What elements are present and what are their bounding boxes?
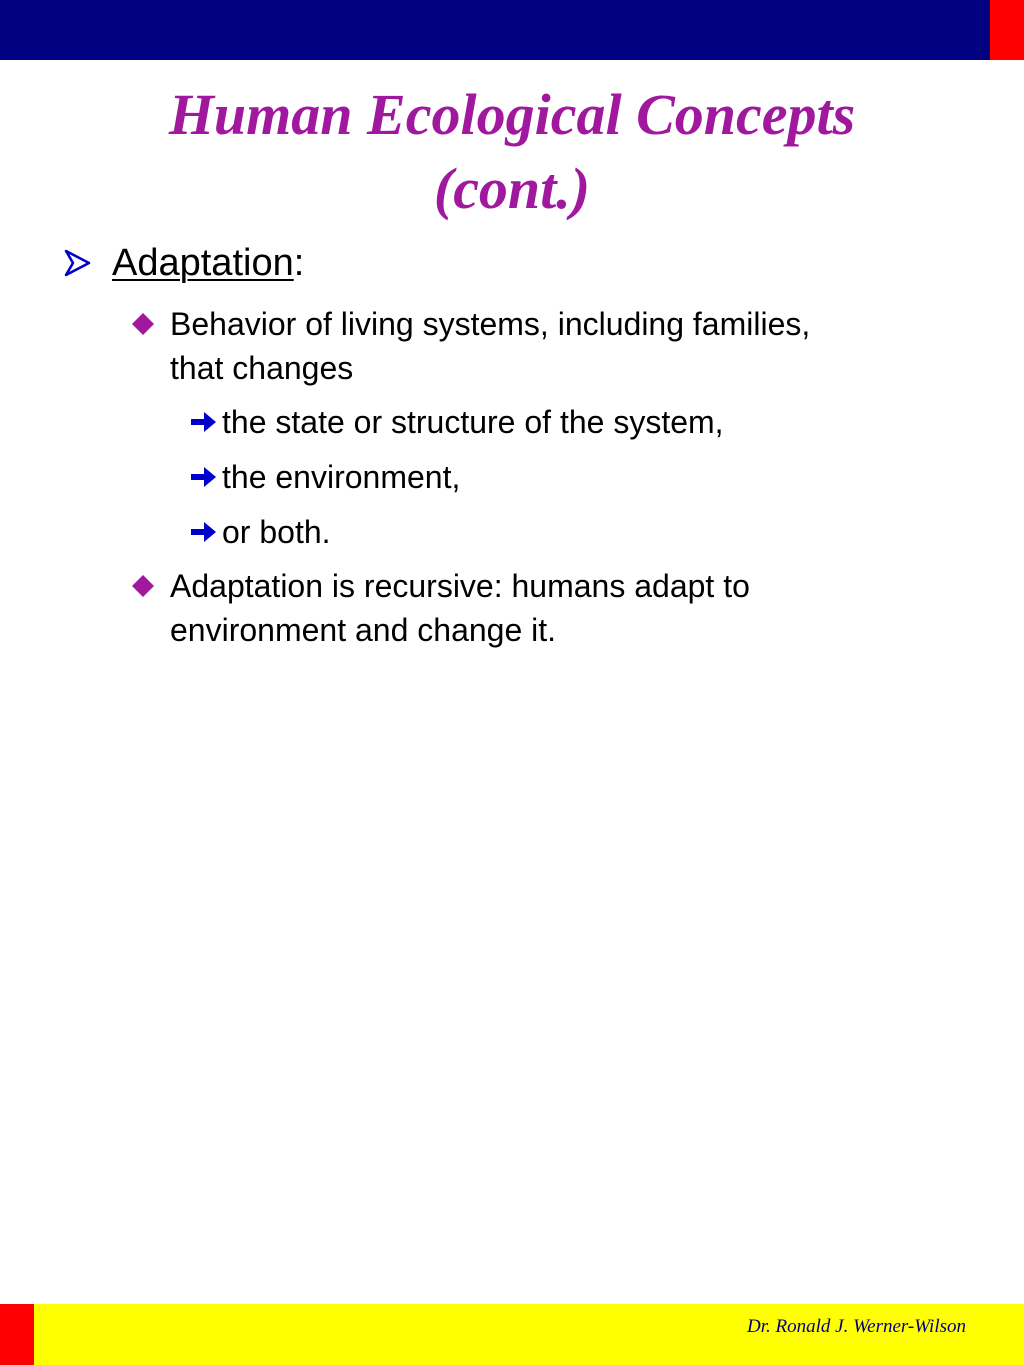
- top-banner: [0, 0, 1024, 60]
- arrowhead-bullet-icon: [62, 248, 92, 278]
- main-point-label: Adaptation: [112, 242, 294, 284]
- sub-point-text: [170, 302, 810, 390]
- title-line-2: (cont.): [433, 156, 591, 221]
- sub-point-text: [170, 564, 750, 652]
- detail-item: [188, 400, 724, 444]
- detail-item: [188, 510, 331, 554]
- sub-point: [130, 302, 960, 390]
- detail-item: [188, 455, 460, 499]
- sub-point-line-2: environment and change it.: [170, 612, 557, 648]
- main-point: [62, 238, 304, 288]
- detail-text: the state or structure of the system,: [222, 404, 724, 440]
- arrow-right-bullet-icon: [188, 409, 218, 435]
- diamond-bullet-icon: [130, 573, 156, 599]
- detail-text: or both.: [222, 514, 331, 550]
- arrow-right-bullet-icon: [188, 519, 218, 545]
- arrow-right-bullet-icon: [188, 464, 218, 490]
- sub-point-line-2: that changes: [170, 350, 354, 386]
- sub-point: [130, 564, 960, 652]
- main-point-suffix: :: [293, 242, 305, 284]
- footer-credit: Dr. Ronald J. Werner-Wilson: [747, 1316, 966, 1337]
- title-line-1: Human Ecological Concepts: [168, 82, 856, 147]
- diamond-bullet-icon: [130, 311, 156, 337]
- top-accent-block: [990, 0, 1024, 60]
- bottom-accent-block: [0, 1304, 34, 1365]
- sub-point-line-1: Behavior of living systems, including families,: [170, 306, 811, 342]
- detail-text: the environment,: [222, 459, 461, 495]
- sub-point-line-1: Adaptation is recursive: humans adapt to: [170, 568, 750, 604]
- slide-title: [0, 78, 1024, 226]
